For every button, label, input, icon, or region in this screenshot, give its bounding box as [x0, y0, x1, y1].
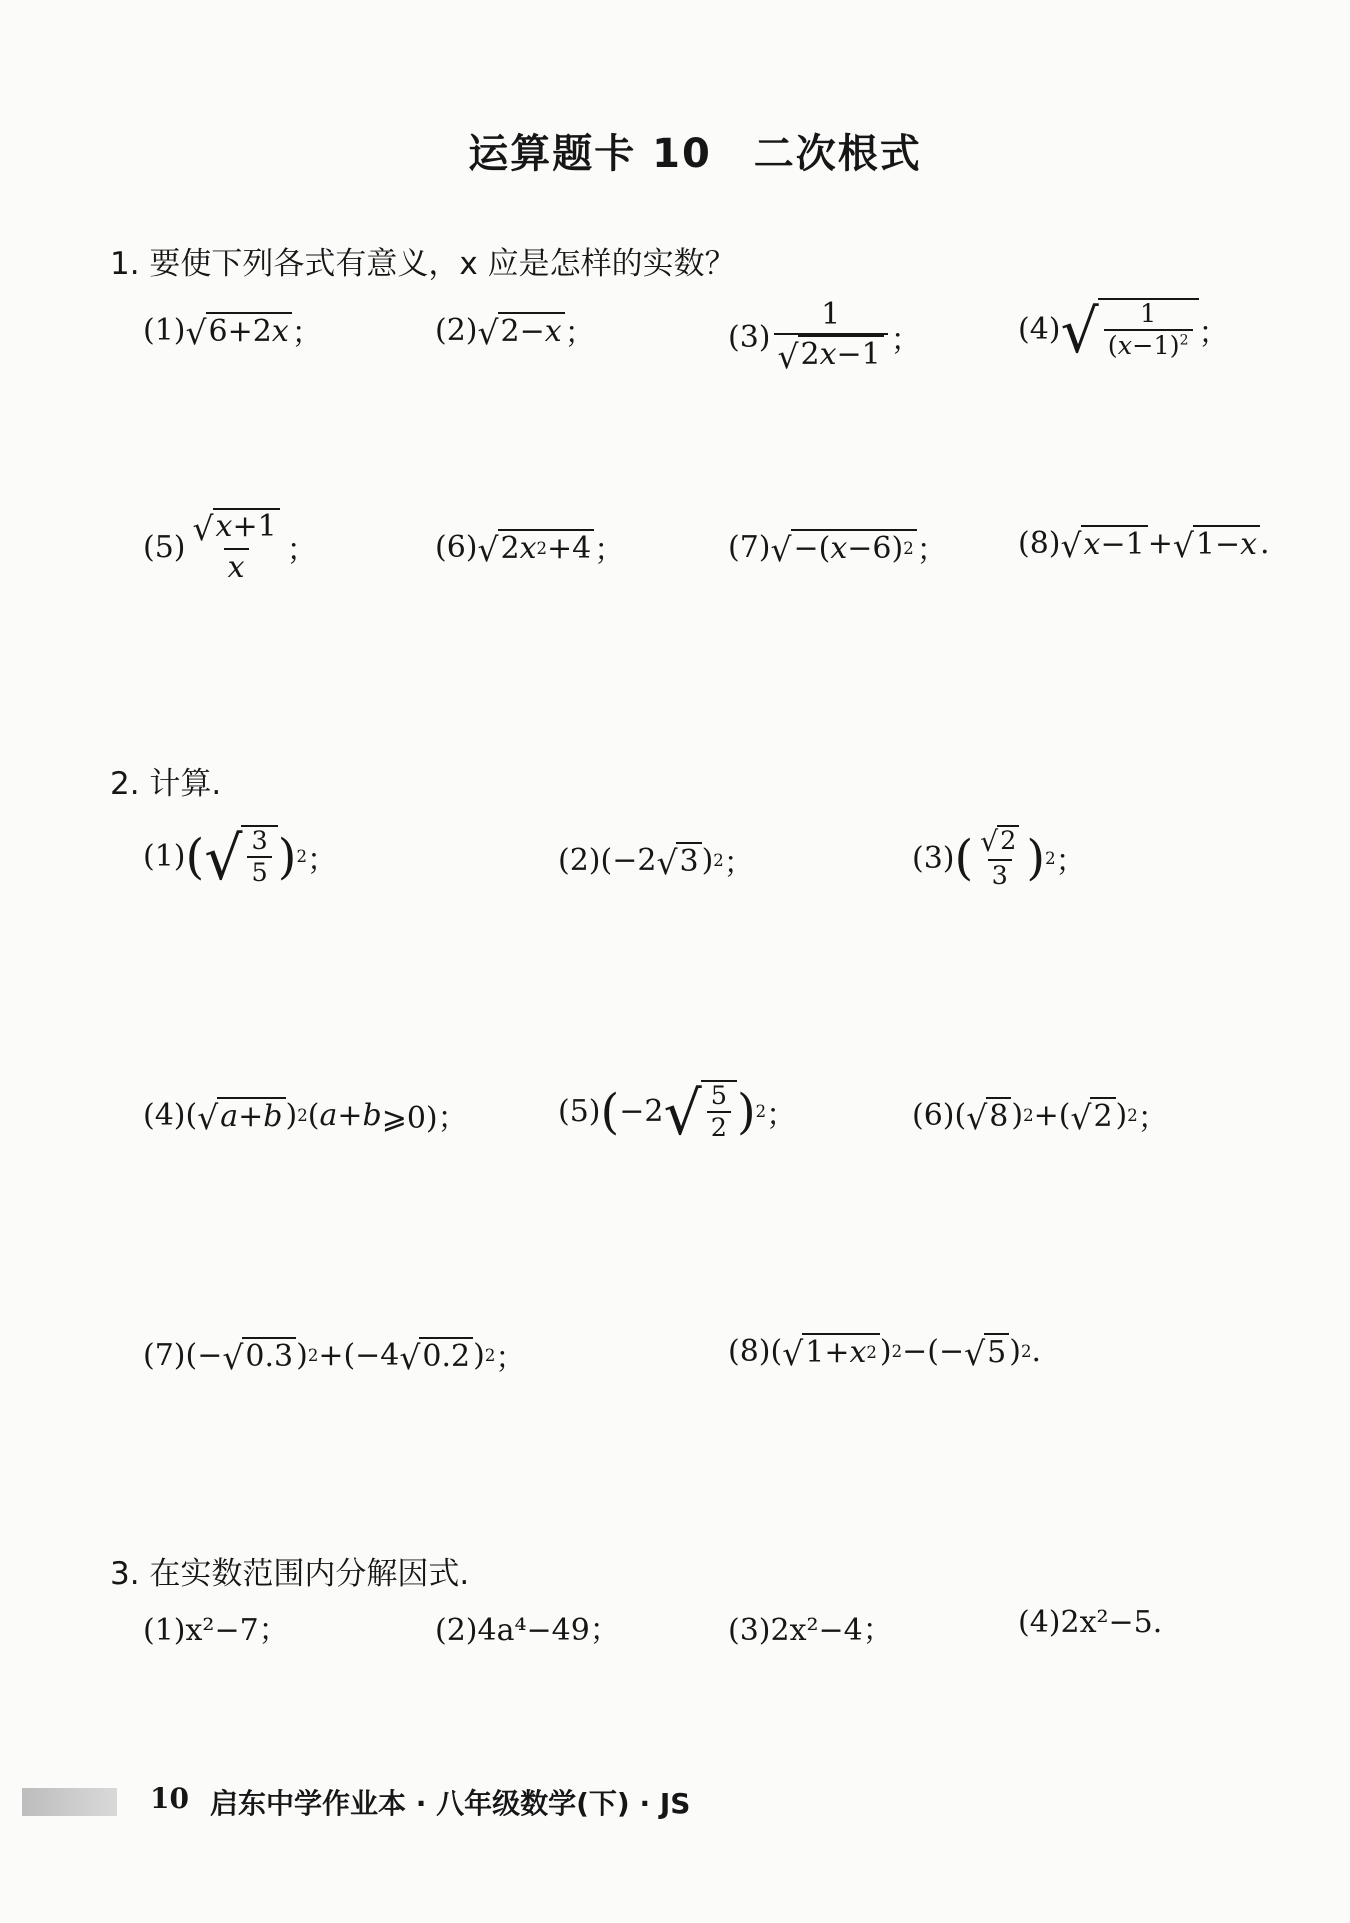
question-1-stem: 1. 要使下列各式有意义，x 应是怎样的实数？ — [110, 246, 736, 282]
q1-item-4: (4) √ $\frac{1}{(x-1)^2}$ ； — [1018, 296, 1229, 367]
q1-label-2: (2) — [435, 312, 478, 348]
q3-item-1: (1)x²−7； — [143, 1613, 289, 1648]
q2-item-6: (6) ( √ 8 ) 2 +( √ 2 ) 2 ； — [912, 1097, 1168, 1137]
q2-label-4: (4) — [143, 1097, 186, 1133]
q2-label-6: (6) — [912, 1097, 955, 1133]
q1-label-8: (8) — [1018, 526, 1061, 561]
q1-item-3: (3) 1 √ 2 x −1 ； — [728, 297, 921, 376]
q2-label-5: (5) — [558, 1094, 601, 1130]
book-title: 启东中学作业本 · 八年级数学(下) · JS — [210, 1787, 691, 1820]
question-2-stem: 2. 计算. — [110, 766, 222, 802]
q1-label-6: (6) — [435, 529, 478, 565]
q2-item-8: (8) ( √ 1+ x 2 ) 2 −(− √ 5 ) 2 . — [728, 1334, 1041, 1373]
q1-item-1: (1) √ 6+2 x ； — [143, 312, 322, 352]
footer-decor-bar — [22, 1788, 117, 1816]
q2-item-2: (2) (−2 √ 3 ) 2 ； — [558, 842, 754, 882]
q3-item-2: (2)4a⁴−49； — [435, 1613, 620, 1648]
page-title: 运算题卡 10 二次根式 — [468, 131, 922, 177]
q2-label-8: (8) — [728, 1334, 771, 1369]
q1-item-7: (7) √ −( x −6) 2 ； — [728, 529, 947, 569]
q3-item-4: (4)2x²−5. — [1018, 1605, 1163, 1640]
q1-label-3: (3) — [728, 319, 771, 355]
q2-label-2: (2) — [558, 842, 601, 878]
q1-item-2: (2) √ 2− x ； — [435, 312, 595, 352]
q2-item-1: (1) ( √ $\frac{3}{5}$ ) 2 ； — [143, 823, 337, 894]
question-3-stem: 3. 在实数范围内分解因式. — [110, 1556, 470, 1592]
q3-item-3: (3)2x²−4； — [728, 1613, 893, 1648]
q1-label-4: (4) — [1018, 312, 1061, 348]
q1-item-5: (5) √ x +1 x ； — [143, 508, 317, 585]
q2-label-1: (1) — [143, 839, 186, 875]
q1-label-1: (1) — [143, 312, 186, 348]
q2-label-3: (3) — [912, 840, 955, 876]
page-number: 10 — [150, 1782, 189, 1815]
q2-item-7: (7) (− √ 0.3 ) 2 +(−4 √ 0.2 ) 2 ； — [143, 1337, 526, 1377]
q1-item-8: (8) √ x −1 + √ 1− x . — [1018, 526, 1270, 565]
q1-item-6: (6) √ 2 x 2 +4 ； — [435, 529, 625, 569]
q1-label-7: (7) — [728, 529, 771, 565]
q2-item-5: (5) ( −2 √ $\frac{5}{2}$ ) 2 ； — [558, 1078, 797, 1149]
q2-item-3: (3) ( √ 2 3 ) 2 ； — [912, 825, 1086, 891]
q1-label-5: (5) — [143, 529, 186, 565]
q2-label-7: (7) — [143, 1337, 186, 1373]
q2-item-4: (4) ( √ a + b ) 2 ( a + b ⩾0)； — [143, 1097, 468, 1137]
